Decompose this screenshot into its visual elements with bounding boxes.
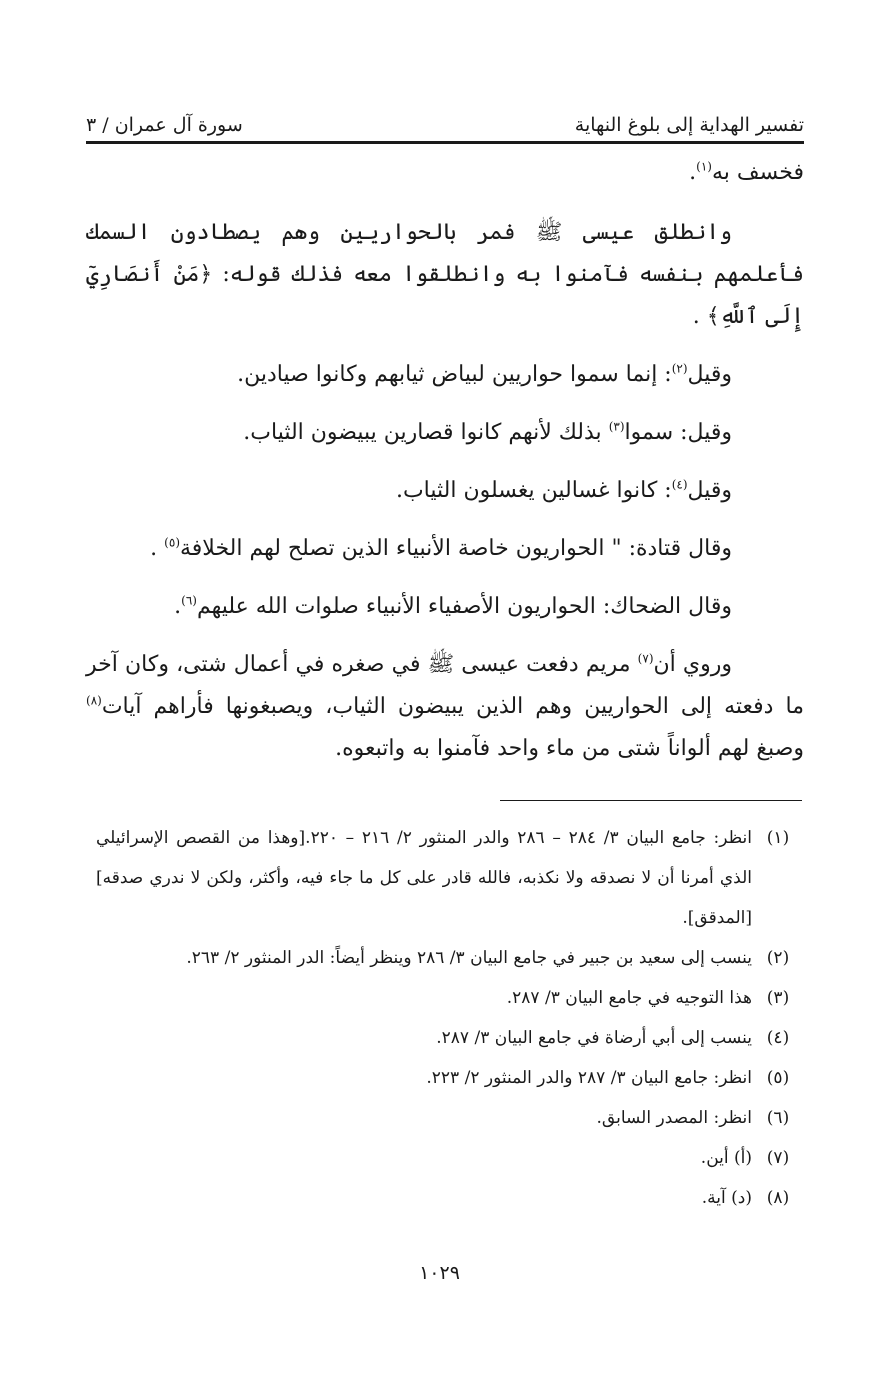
footnote-ref-8: (٨) <box>86 693 102 708</box>
footnote-ref-7: (٧) <box>637 651 654 666</box>
paragraph-4: وقيل$^{(٤)}$: كانوا غسالين يغسلون الثياب. <box>395 477 732 503</box>
paragraph-2: وقيل$^{(٢)}$: إنما سموا حواريين لبياض ثيابهم وكانوا صيادين. <box>237 361 732 387</box>
paragraph-1: وانطلق عيسى ﷺ فمر بالحواريين وهم يصطادون السمك فأعلمهم بنفسه فآمنوا به وانطلقوا معه فذلك قوله: ﴿مَنْ أَنصَارِيٓ إِلَى ٱللَّهِ﴾ . <box>86 220 804 329</box>
header-rule <box>86 141 804 144</box>
running-header <box>86 96 804 142</box>
footnote-3: (٣) هذا التوجيه في جامع البيان ٣/ ٢٨٧. <box>506 988 790 1008</box>
footnote-ref-2: (٢) <box>671 361 688 376</box>
main-text <box>86 152 804 770</box>
footnote-1: (١) انظر: جامع البيان ٣/ ٢٨٤ – ٢٨٦ والدر المنثور ٢/ ٢١٦ – ٢٢٠.[وهذا من القصص الإسرائيلي الذي أمرنا أن لا نصدقه ولا نكذبه، فالله قادر على كل ما جاء فيه، وأكثر، ولكن لا ندري صدقه] [المدقق]. <box>96 828 790 928</box>
book-title: تفسير الهداية إلى بلوغ النهاية <box>574 114 804 136</box>
footnote-ref-5: (٥) <box>164 535 180 550</box>
footnote-7: (٧) (أ) أين. <box>700 1148 790 1168</box>
paragraph-5: وقال قتادة: " الحواريون خاصة الأنبياء الذين تصلح لهم الخلافة$^{(٥)}$ . <box>150 535 732 561</box>
footnote-ref-6: (٦) <box>181 593 197 608</box>
paragraph-3: وقيل: سموا$^{(٣)}$ بذلك لأنهم كانوا قصارين يبيضون الثياب. <box>243 419 732 445</box>
paragraph-6: وقال الضحاك: الحواريون الأصفياء الأنبياء صلوات الله عليهم$^{(٦)}$. <box>174 593 732 619</box>
paragraph-0: فخسف به$^{(١)}$. <box>689 159 804 185</box>
footnotes <box>96 818 804 1218</box>
footnote-8: (٨) (د) آية. <box>701 1188 790 1208</box>
paragraph-7: وروي أن$^{(٧)}$ مريم دفعت عيسى ﷺ في صغره في أعمال شتى، وكان آخر ما دفعته إلى الحواريين وهم الذين يبيضون الثياب، ويصبغونها فأراهم آيات$^{(٨)}$ وصبغ لهم ألواناً شتى من ماء واحد فآمنوا به واتبعوه. <box>86 651 804 761</box>
footnote-separator <box>500 800 802 801</box>
footnote-4: (٤) ينسب إلى أبي أرضاة في جامع البيان ٣/ ٢٨٧. <box>436 1028 790 1048</box>
footnote-5: (٥) انظر: جامع البيان ٣/ ٢٨٧ والدر المنثور ٢/ ٢٢٣. <box>426 1068 790 1088</box>
footnote-ref-1: (١) <box>696 159 712 174</box>
page-number: ١٠٢٩ <box>419 1262 460 1284</box>
footnote-6: (٦) انظر: المصدر السابق. <box>596 1108 790 1128</box>
footnote-ref-4: (٤) <box>671 477 688 492</box>
footnote-2: (٢) ينسب إلى سعيد بن جبير في جامع البيان ٣/ ٢٨٦ وينظر أيضاً: الدر المنثور ٢/ ٢٦٣. <box>186 948 790 968</box>
surah-label: سورة آل عمران / ٣ <box>86 114 243 136</box>
footnote-ref-3: (٣) <box>608 419 625 434</box>
